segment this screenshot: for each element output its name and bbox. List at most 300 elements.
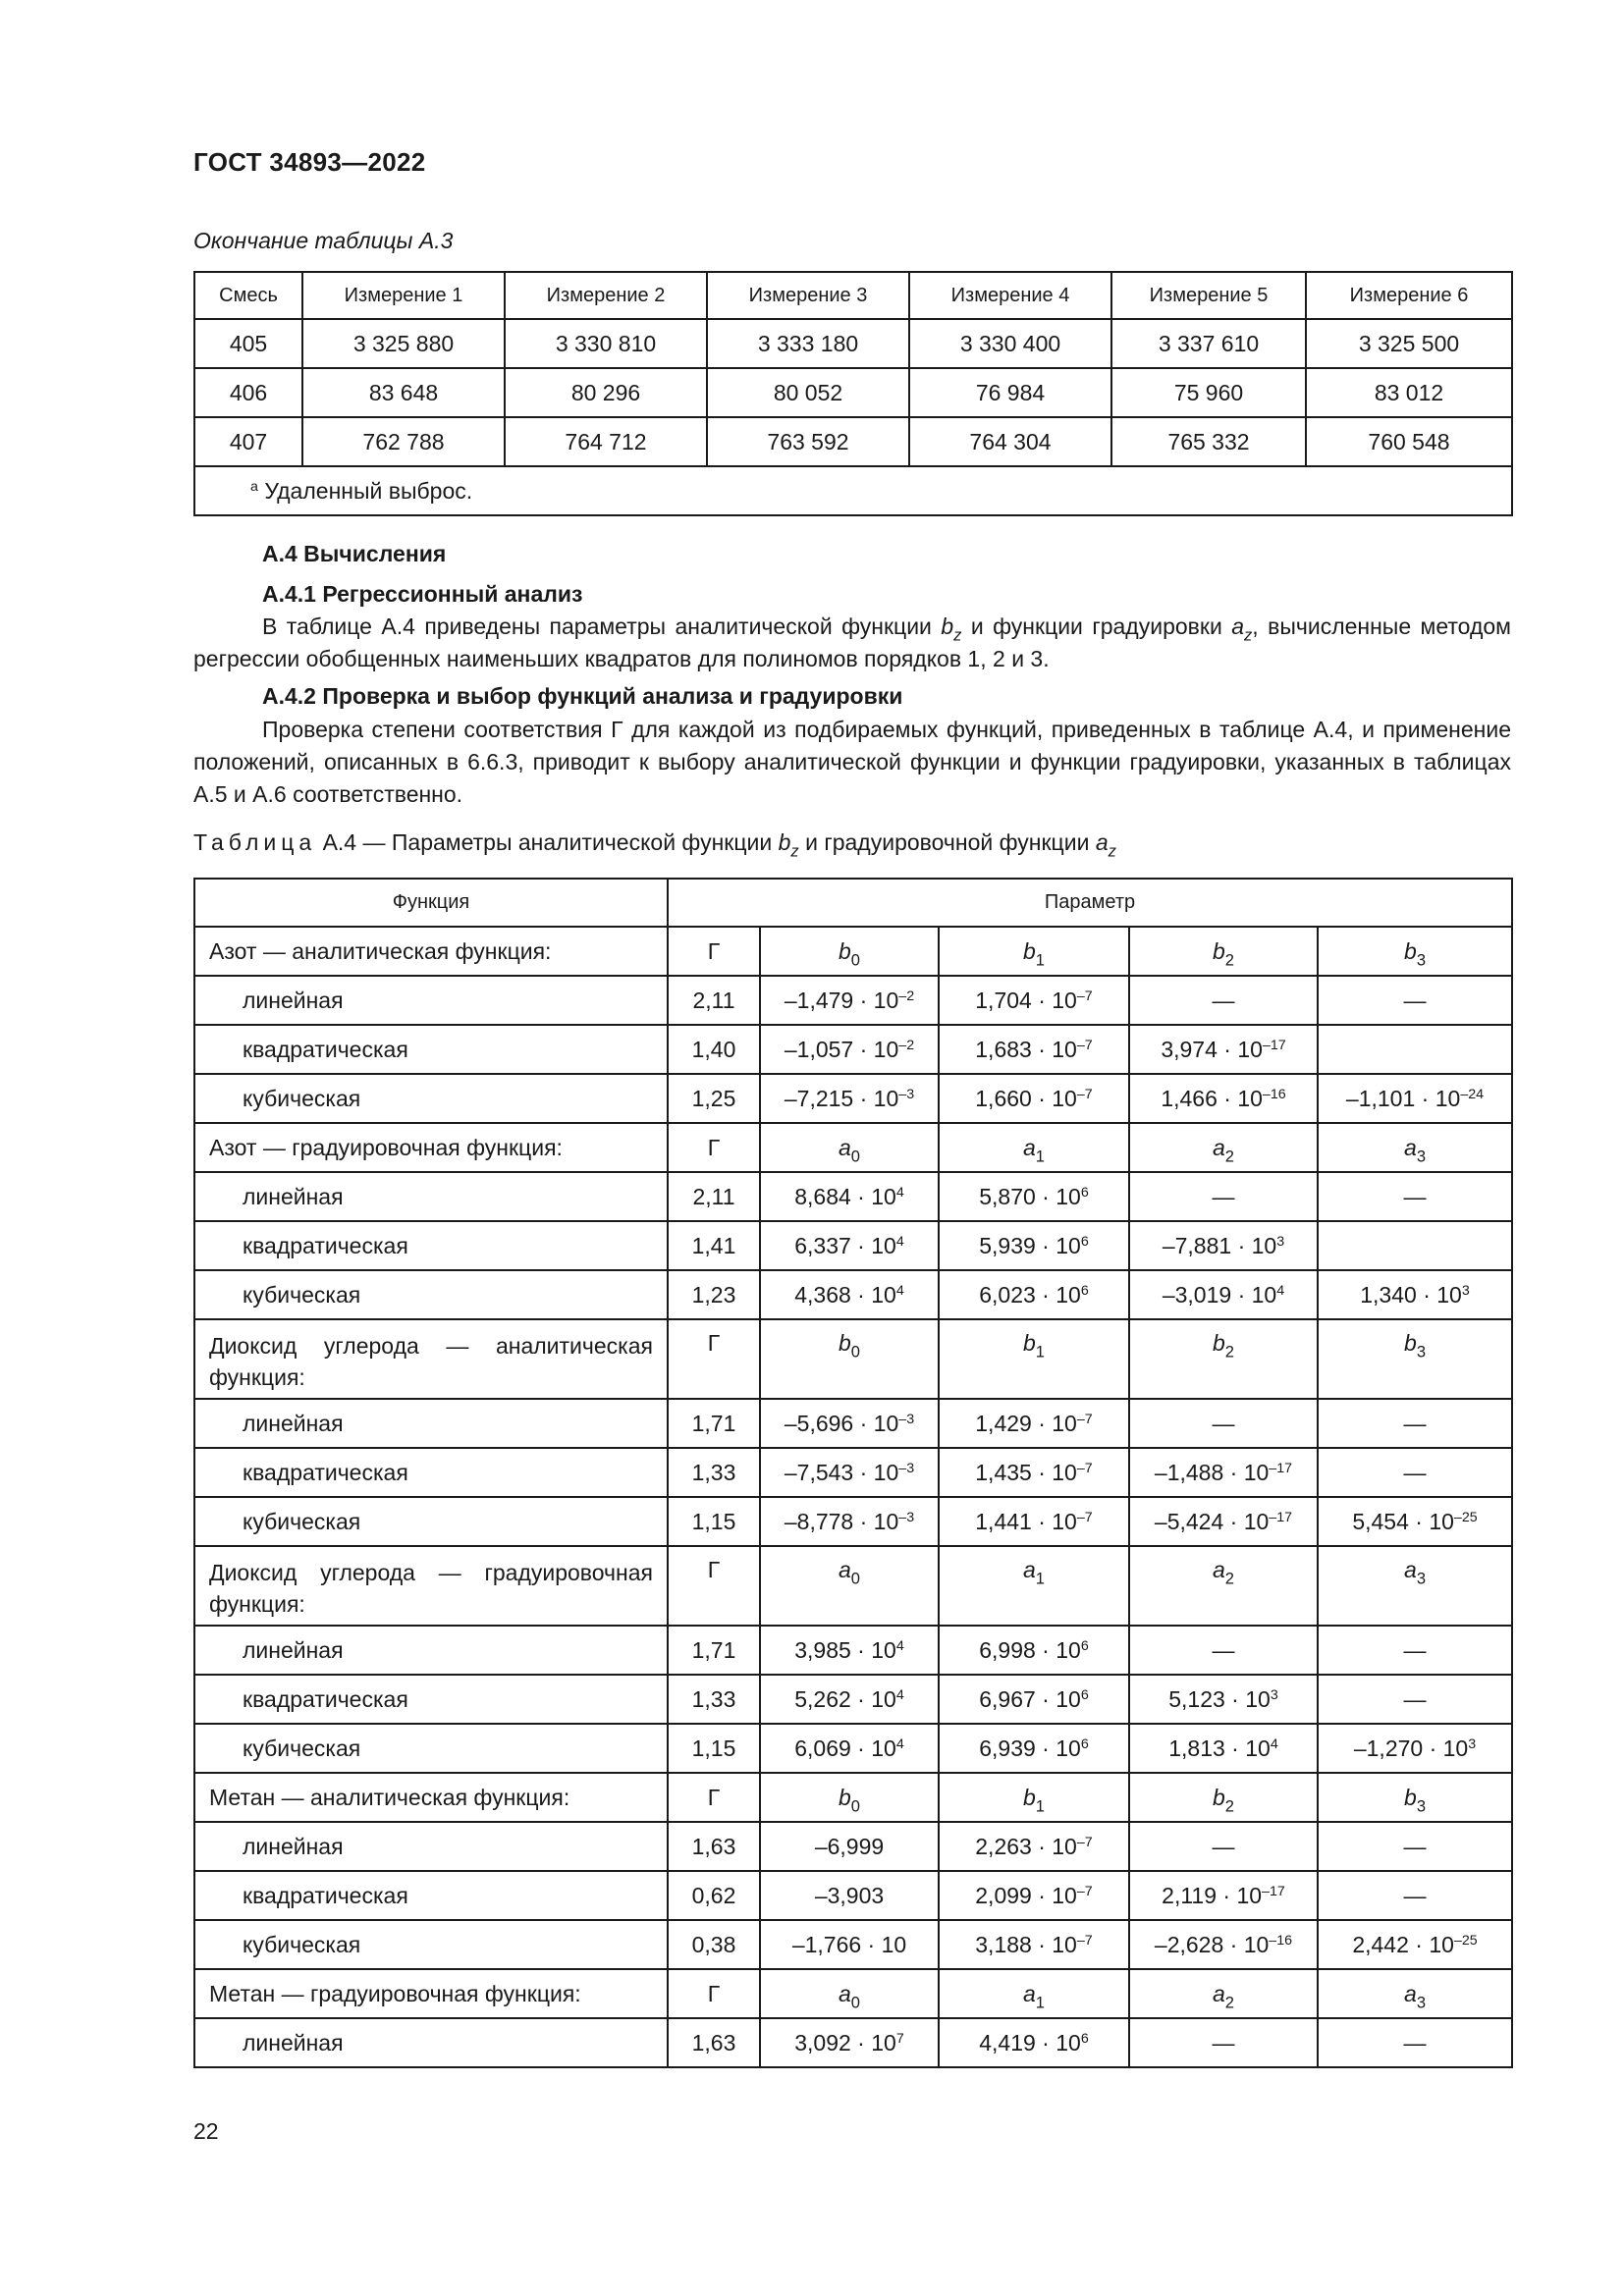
- table-cell: 76 984: [909, 368, 1111, 417]
- mantissa: 4,368: [794, 1281, 851, 1308]
- function-kind: кубическая: [243, 1085, 361, 1111]
- times-ten: · 10: [1231, 1281, 1277, 1308]
- gamma: Г: [707, 1330, 721, 1356]
- function-kind: квадратическая: [243, 1232, 408, 1258]
- param-index: 2: [1224, 1993, 1234, 2012]
- table-cell: 407: [194, 417, 302, 466]
- table-cell: [668, 1497, 760, 1546]
- param-index: 1: [1035, 1993, 1045, 2012]
- times-ten: · 10: [853, 1410, 899, 1436]
- table-cell: [668, 1724, 760, 1773]
- param-index: 3: [1416, 950, 1427, 970]
- times-ten: · 10: [1224, 1685, 1271, 1712]
- table-cell: [668, 1969, 760, 2018]
- param-symbol: a: [1404, 1557, 1417, 1582]
- table-cell: [760, 1123, 939, 1172]
- param-index: 3: [1416, 1796, 1427, 1816]
- table-cell: [1129, 1546, 1318, 1626]
- page-number: 22: [193, 2118, 219, 2144]
- function-group: [194, 1773, 668, 1822]
- function-group: [194, 1319, 668, 1399]
- exponent: 4: [895, 1184, 904, 1201]
- mantissa: 2,442: [1352, 1931, 1409, 1957]
- value: –3,903: [814, 1882, 885, 1908]
- times-ten: · 10: [850, 1183, 896, 1209]
- mantissa: 1,429: [975, 1410, 1032, 1436]
- table-cell: [939, 976, 1129, 1025]
- times-ten: · 10: [853, 1508, 899, 1534]
- param-index: 0: [850, 1342, 860, 1362]
- table-cell: 3 325 880: [302, 319, 505, 368]
- table-cell: [1318, 1724, 1512, 1773]
- table-row: [194, 1172, 1512, 1221]
- table-cell: [668, 1546, 760, 1626]
- value: 1,63: [691, 1833, 736, 1859]
- mantissa: 1,466: [1161, 1085, 1218, 1111]
- table-cell: [1318, 1221, 1512, 1270]
- mantissa: 1,340: [1360, 1281, 1417, 1308]
- exponent: 3: [1468, 1735, 1477, 1752]
- param-index: 1: [1035, 950, 1045, 970]
- table-cell: 3 330 400: [909, 319, 1111, 368]
- table-cell: [939, 2018, 1129, 2067]
- dash: —: [1212, 1410, 1235, 1436]
- exponent: 6: [1080, 1184, 1089, 1201]
- table-cell: [1129, 1920, 1318, 1969]
- column-header: Параметр: [668, 879, 1512, 927]
- param-symbol: a: [1023, 1557, 1036, 1582]
- value: 2,11: [692, 987, 735, 1013]
- times-ten: · 10: [1031, 1931, 1077, 1957]
- table-cell: [668, 1871, 760, 1920]
- function-title: Метан — градуировочная функция:: [209, 1980, 581, 2006]
- table-cell: 405: [194, 319, 302, 368]
- table-cell: [668, 1920, 760, 1969]
- value: 0,62: [691, 1882, 736, 1908]
- value: 1,71: [691, 1410, 736, 1436]
- param-symbol: a: [839, 1557, 851, 1582]
- table-row: [194, 1270, 1512, 1319]
- mantissa: 4,419: [979, 2029, 1036, 2056]
- mantissa: 6,337: [794, 1232, 851, 1258]
- table-cell: [1318, 1822, 1512, 1871]
- table-cell: [760, 1920, 939, 1969]
- table-cell: [668, 1123, 760, 1172]
- table-row: [194, 417, 1512, 466]
- exponent: 3: [1276, 1233, 1285, 1250]
- exponent: –3: [898, 1411, 915, 1427]
- table-cell: 83 012: [1306, 368, 1512, 417]
- times-ten: · 10: [1031, 1085, 1077, 1111]
- exponent: 4: [1270, 1735, 1278, 1752]
- param-symbol: a: [1023, 1134, 1036, 1160]
- gamma: Г: [707, 1557, 721, 1582]
- caption-text: А.4 — Параметры аналитической функции: [316, 829, 779, 855]
- times-ten: · 10: [1031, 1036, 1077, 1062]
- mantissa: 6,998: [979, 1636, 1036, 1663]
- times-ten: · 10: [1408, 1931, 1454, 1957]
- value: 2,11: [692, 1183, 735, 1209]
- table-footnote: [194, 466, 1512, 515]
- table-row: [194, 1871, 1512, 1920]
- times-ten: · 10: [1223, 1931, 1270, 1957]
- value: 1,33: [691, 1685, 736, 1712]
- table-cell: [1318, 1172, 1512, 1221]
- table-cell: [939, 1920, 1129, 1969]
- param-index: 1: [1035, 1342, 1045, 1362]
- exponent: –7: [1076, 1883, 1093, 1899]
- param-index: 3: [1416, 1569, 1427, 1588]
- table-cell: [1129, 1675, 1318, 1724]
- table-cell: [1318, 1773, 1512, 1822]
- param-index: 1: [1035, 1147, 1045, 1166]
- times-ten: · 10: [850, 1636, 896, 1663]
- param-index: 0: [850, 1147, 860, 1166]
- exponent: –7: [1076, 1509, 1093, 1525]
- param-symbol: a: [1213, 1557, 1225, 1582]
- exponent: 3: [1270, 1686, 1278, 1703]
- exponent: –7: [1076, 1037, 1093, 1053]
- table-cell: [939, 1546, 1129, 1626]
- exponent: 6: [1080, 1233, 1089, 1250]
- table-cell: [1318, 1871, 1512, 1920]
- section-heading-a4: А.4 Вычисления: [262, 541, 447, 566]
- table-cell: [939, 1724, 1129, 1773]
- exponent: –25: [1453, 1509, 1478, 1525]
- function-kind: линейная: [243, 1410, 344, 1436]
- mantissa: –1,479: [784, 987, 854, 1013]
- table-cell: [939, 927, 1129, 976]
- mantissa: –2,628: [1154, 1931, 1224, 1957]
- param-index: 2: [1224, 1796, 1234, 1816]
- table-cell: [939, 1822, 1129, 1871]
- exponent: 4: [1276, 1282, 1285, 1299]
- document-title: ГОСТ 34893—2022: [193, 147, 426, 177]
- function-kind: квадратическая: [243, 1036, 408, 1062]
- table-row: [194, 319, 1512, 368]
- table-cell: [1318, 1270, 1512, 1319]
- paragraph-a41: [193, 611, 1511, 675]
- table-cell: [760, 1025, 939, 1074]
- exponent: 6: [1080, 2030, 1089, 2047]
- mantissa: 1,704: [975, 987, 1032, 1013]
- dash: —: [1212, 1636, 1235, 1663]
- gamma: Г: [707, 1980, 721, 2006]
- table-footnote-row: [194, 466, 1512, 515]
- mantissa: –1,101: [1345, 1085, 1416, 1111]
- times-ten: · 10: [850, 2029, 896, 2056]
- function-kind: линейная: [243, 987, 344, 1013]
- mantissa: 5,123: [1168, 1685, 1225, 1712]
- table-cell: [1318, 2018, 1512, 2067]
- dash: —: [1403, 1833, 1427, 1859]
- table-cell: [194, 1270, 668, 1319]
- caption-word: Таблица: [193, 829, 317, 855]
- mantissa: 3,985: [794, 1636, 851, 1663]
- footnote-text: Удаленный выброс.: [257, 477, 473, 504]
- table-cell: [939, 1399, 1129, 1448]
- table-cell: 80 052: [707, 368, 909, 417]
- function-kind: квадратическая: [243, 1459, 408, 1485]
- table-cell: [760, 1319, 939, 1399]
- function-kind: кубическая: [243, 1735, 361, 1761]
- table-cell: [939, 1675, 1129, 1724]
- table-cell: [668, 1319, 760, 1399]
- table-cell: [194, 1025, 668, 1074]
- table-cell: 3 337 610: [1111, 319, 1306, 368]
- table-cell: 3 333 180: [707, 319, 909, 368]
- param-symbol: b: [1213, 937, 1225, 964]
- paragraph-text: , вычисленные методом регрессии обобщенных наименьших квадратов для полиномов порядков 1, 2 и 3.: [193, 614, 1511, 671]
- table-cell: 763 592: [707, 417, 909, 466]
- mantissa: –7,543: [784, 1459, 854, 1485]
- symbol-a: a: [1095, 829, 1109, 855]
- table-cell: [668, 1172, 760, 1221]
- times-ten: · 10: [1423, 1735, 1469, 1761]
- value: 1,40: [691, 1036, 736, 1062]
- table-cell: [194, 1497, 668, 1546]
- dash: —: [1212, 1833, 1235, 1859]
- param-symbol: b: [1023, 937, 1036, 964]
- table-cell: [668, 1025, 760, 1074]
- exponent: –3: [898, 1509, 915, 1525]
- mantissa: 2,263: [975, 1833, 1032, 1859]
- table-cell: [1129, 1074, 1318, 1123]
- table-cell: [668, 1448, 760, 1497]
- section-heading-a42: А.4.2 Проверка и выбор функций анализа и градуировки: [262, 683, 903, 709]
- param-index: 1: [1035, 1569, 1045, 1588]
- table-cell: [760, 1626, 939, 1675]
- table-cell: [194, 1724, 668, 1773]
- param-index: 0: [850, 1569, 860, 1588]
- param-symbol: a: [1213, 1134, 1225, 1160]
- group-header-row: [194, 927, 1512, 976]
- table-cell: [1129, 1969, 1318, 2018]
- table-cell: [1129, 1399, 1318, 1448]
- table-cell: [1129, 927, 1318, 976]
- table-cell: [1318, 1074, 1512, 1123]
- param-symbol: a: [1404, 1980, 1417, 2006]
- table-cell: [1318, 1626, 1512, 1675]
- table-cell: [194, 1448, 668, 1497]
- mantissa: 2,119: [1162, 1882, 1218, 1908]
- mantissa: 6,967: [979, 1685, 1036, 1712]
- mantissa: 1,660: [975, 1085, 1032, 1111]
- times-ten: · 10: [1035, 1636, 1081, 1663]
- dash: —: [1403, 1459, 1427, 1485]
- exponent: 6: [1080, 1637, 1089, 1654]
- table-cell: [760, 1546, 939, 1626]
- table-cell: [939, 1025, 1129, 1074]
- group-header-row: [194, 1546, 1512, 1626]
- table-cell: [194, 1626, 668, 1675]
- mantissa: 5,454: [1352, 1508, 1409, 1534]
- table-cell: [939, 1626, 1129, 1675]
- function-kind: линейная: [243, 1183, 344, 1209]
- mantissa: 6,939: [979, 1735, 1036, 1761]
- mantissa: 8,684: [794, 1183, 851, 1209]
- table-cell: [1129, 976, 1318, 1025]
- times-ten: · 10: [850, 1735, 896, 1761]
- symbol-b: b: [778, 829, 791, 855]
- function-kind: кубическая: [243, 1931, 361, 1957]
- table-cell: [760, 1822, 939, 1871]
- exponent: –16: [1262, 1086, 1286, 1102]
- mantissa: –7,215: [784, 1085, 854, 1111]
- function-kind: кубическая: [243, 1281, 361, 1308]
- exponent: 4: [895, 1735, 904, 1752]
- mantissa: 1,683: [975, 1036, 1032, 1062]
- table-cell: [939, 1969, 1129, 2018]
- table-row: [194, 368, 1512, 417]
- value: 0,38: [691, 1931, 736, 1957]
- times-ten: · 10: [1031, 1882, 1077, 1908]
- mantissa: 2,099: [975, 1882, 1032, 1908]
- table-cell: [1318, 1675, 1512, 1724]
- table-cell: [668, 1399, 760, 1448]
- group-header-row: [194, 1969, 1512, 2018]
- gamma: Г: [707, 1784, 721, 1810]
- exponent: –2: [898, 988, 915, 1004]
- table-cell: [760, 1497, 939, 1546]
- table-cell: [1129, 1319, 1318, 1399]
- table-cell: [194, 1074, 668, 1123]
- times-ten: · 10: [1035, 2029, 1081, 2056]
- column-header: Измерение 2: [505, 272, 707, 319]
- function-title: Азот — градуировочная функция:: [209, 1134, 563, 1160]
- table-cell: [939, 1319, 1129, 1399]
- value: –1,766 · 10: [791, 1931, 907, 1957]
- mantissa: 3,974: [1161, 1036, 1218, 1062]
- table-cell: [1318, 1319, 1512, 1399]
- param-symbol: a: [1213, 1980, 1225, 2006]
- table-cell: 764 712: [505, 417, 707, 466]
- param-symbol: a: [1023, 1980, 1036, 2006]
- param-symbol: b: [839, 937, 851, 964]
- column-header: Измерение 1: [302, 272, 505, 319]
- times-ten: · 10: [1035, 1281, 1081, 1308]
- param-symbol: b: [1213, 1330, 1225, 1356]
- table-cell: [939, 1270, 1129, 1319]
- paragraph-text: В таблице А.4 приведены параметры аналитической функции: [262, 614, 942, 639]
- footnote-mark: а: [250, 478, 258, 495]
- times-ten: · 10: [1217, 1036, 1263, 1062]
- dash: —: [1403, 1410, 1427, 1436]
- table-cell: [668, 1675, 760, 1724]
- function-kind: квадратическая: [243, 1882, 408, 1908]
- table-cell: [939, 1172, 1129, 1221]
- table-row: [194, 1025, 1512, 1074]
- table-cell: [194, 1221, 668, 1270]
- exponent: –17: [1262, 1883, 1285, 1899]
- table-cell: [194, 1822, 668, 1871]
- exponent: 4: [895, 1282, 904, 1299]
- table-cell: [668, 1221, 760, 1270]
- dash: —: [1403, 1636, 1427, 1663]
- group-header-row: [194, 1773, 1512, 1822]
- table-cell: [1129, 1221, 1318, 1270]
- table-cell: [1129, 1773, 1318, 1822]
- times-ten: · 10: [853, 1459, 899, 1485]
- column-header: Смесь: [194, 272, 302, 319]
- table-cell: [1318, 1025, 1512, 1074]
- table-cell: 83 648: [302, 368, 505, 417]
- table-cell: 3 330 810: [505, 319, 707, 368]
- exponent: –7: [1076, 1460, 1093, 1476]
- dash: —: [1212, 1183, 1235, 1209]
- table-cell: [760, 1675, 939, 1724]
- value: 1,25: [691, 1085, 736, 1111]
- caption-text: и градуировочной функции: [798, 829, 1096, 855]
- mantissa: –7,881: [1162, 1232, 1232, 1258]
- mantissa: 5,939: [979, 1232, 1036, 1258]
- table-cell: [1129, 1871, 1318, 1920]
- table-cell: [939, 1871, 1129, 1920]
- section-heading-a41: А.4.1 Регрессионный анализ: [262, 581, 583, 607]
- table-cell: [1129, 1025, 1318, 1074]
- param-index: 2: [1224, 1342, 1234, 1362]
- param-symbol: a: [839, 1980, 851, 2006]
- table-cell: [760, 1172, 939, 1221]
- exponent: –7: [1076, 1411, 1093, 1427]
- table-cell: 406: [194, 368, 302, 417]
- exponent: –7: [1076, 1932, 1093, 1949]
- table-cell: [760, 1871, 939, 1920]
- table-cell: [1129, 2018, 1318, 2067]
- table-cell: [1129, 1172, 1318, 1221]
- table-cell: [1129, 1724, 1318, 1773]
- table-cell: 75 960: [1111, 368, 1306, 417]
- dash: —: [1403, 987, 1427, 1013]
- table-cell: [760, 1074, 939, 1123]
- mantissa: –3,019: [1162, 1281, 1232, 1308]
- times-ten: · 10: [1223, 1459, 1270, 1485]
- param-symbol: b: [1023, 1784, 1036, 1810]
- times-ten: · 10: [1217, 1085, 1263, 1111]
- table-cell: [939, 1773, 1129, 1822]
- gamma: Г: [707, 937, 721, 964]
- table-row: [194, 1675, 1512, 1724]
- table-cell: [194, 1399, 668, 1448]
- param-index: 3: [1416, 1147, 1427, 1166]
- function-kind: кубическая: [243, 1508, 361, 1534]
- table-cell: [194, 1920, 668, 1969]
- exponent: –7: [1076, 1086, 1093, 1102]
- times-ten: · 10: [1031, 1410, 1077, 1436]
- dash: —: [1212, 987, 1235, 1013]
- mantissa: 1,435: [975, 1459, 1032, 1485]
- param-symbol: a: [839, 1134, 851, 1160]
- times-ten: · 10: [853, 1085, 899, 1111]
- table-row: [194, 1074, 1512, 1123]
- table-cell: [939, 1074, 1129, 1123]
- times-ten: · 10: [1223, 1508, 1270, 1534]
- mantissa: –1,488: [1154, 1459, 1224, 1485]
- exponent: –7: [1076, 988, 1093, 1004]
- mantissa: 3,188: [975, 1931, 1032, 1957]
- param-index: 3: [1416, 1342, 1427, 1362]
- table-cell: 764 304: [909, 417, 1111, 466]
- table-cell: [760, 1773, 939, 1822]
- table-cell: [1318, 1969, 1512, 2018]
- table-a4-caption: [193, 829, 1116, 861]
- paragraph-text: и функции градуировки: [961, 614, 1232, 639]
- table-row: [194, 2018, 1512, 2067]
- function-kind: линейная: [243, 1833, 344, 1859]
- table-row: [194, 1399, 1512, 1448]
- table-cell: [194, 1871, 668, 1920]
- times-ten: · 10: [1035, 1232, 1081, 1258]
